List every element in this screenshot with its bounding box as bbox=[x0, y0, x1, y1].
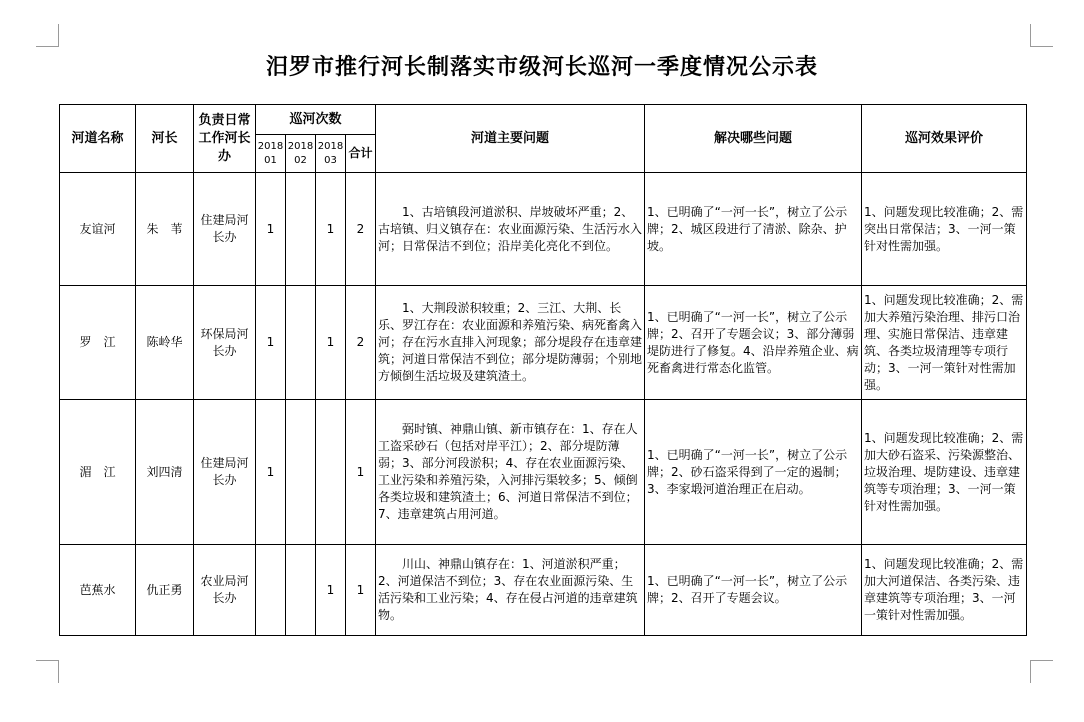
office-name: 住建局河长办 bbox=[194, 173, 256, 286]
table-row bbox=[60, 286, 1027, 400]
count-m3: 1 bbox=[316, 286, 346, 400]
header-problems: 河道主要问题 bbox=[376, 105, 645, 173]
crop-mark-top-right bbox=[1030, 24, 1053, 47]
header-office: 负责日常工作河长办 bbox=[194, 105, 256, 173]
problems-text: 川山、神鼎山镇存在：1、河道淤积严重；2、河道保洁不到位；3、存在农业面源污染、生活污染和工业污染；4、存在侵占河道的违章建筑物。 bbox=[376, 545, 645, 636]
chief-name: 刘四清 bbox=[136, 400, 194, 545]
page-title: 汨罗市推行河长制落实市级河长巡河一季度情况公示表 bbox=[265, 54, 818, 80]
header-month-03: 2018 03 bbox=[316, 135, 346, 173]
solved-text: 1、已明确了“一河一长”，树立了公示牌；2、召开了专题会议。 bbox=[645, 545, 862, 636]
evaluation-text: 1、问题发现比较准确；2、需加大养殖污染治理、排污口治理、实施日常保洁、违章建筑、各类垃圾清理等专项行动；3、一河一策针对性需加强。 bbox=[862, 286, 1027, 400]
count-m2 bbox=[286, 400, 316, 545]
problems-text: 1、大荆段淤积较重；2、三江、大荆、长乐、罗江存在：农业面源和养殖污染、病死畜禽入河；存在污水直排入河现象；部分堤段存在违章建筑；河道日常保洁不到位；部分堤防薄弱；个别地方倾倒生活垃圾及建筑渣土。 bbox=[376, 286, 645, 400]
count-m3 bbox=[316, 400, 346, 545]
count-total: 2 bbox=[346, 173, 376, 286]
count-m1: 1 bbox=[256, 286, 286, 400]
office-name: 环保局河长办 bbox=[194, 286, 256, 400]
table-row bbox=[60, 545, 1027, 636]
count-m3: 1 bbox=[316, 545, 346, 636]
count-total: 1 bbox=[346, 545, 376, 636]
header-month-01: 2018 01 bbox=[256, 135, 286, 173]
solved-text: 1、已明确了“一河一长”，树立了公示牌；2、召开了专题会议；3、部分薄弱堤防进行了修复。4、沿岸养殖企业、病死畜禽进行常态化监管。 bbox=[645, 286, 862, 400]
chief-name: 仇正勇 bbox=[136, 545, 194, 636]
header-river: 河道名称 bbox=[60, 105, 136, 173]
evaluation-text: 1、问题发现比较准确；2、需加大河道保洁、各类污染、违章建筑等专项治理；3、一河一策针对性需加强。 bbox=[862, 545, 1027, 636]
header-total: 合计 bbox=[346, 135, 376, 173]
river-name: 友谊河 bbox=[60, 173, 136, 286]
count-total: 2 bbox=[346, 286, 376, 400]
office-name: 农业局河长办 bbox=[194, 545, 256, 636]
count-m3: 1 bbox=[316, 173, 346, 286]
solved-text: 1、已明确了“一河一长”，树立了公示牌；2、砂石盗采得到了一定的遏制；3、李家塅河道治理正在启动。 bbox=[645, 400, 862, 545]
chief-name: 陈岭华 bbox=[136, 286, 194, 400]
header-chief: 河长 bbox=[136, 105, 194, 173]
patrol-table bbox=[59, 104, 1027, 636]
count-m2 bbox=[286, 545, 316, 636]
header-month-02: 2018 02 bbox=[286, 135, 316, 173]
header-evaluation: 巡河效果评价 bbox=[862, 105, 1027, 173]
problems-text: 弼时镇、神鼎山镇、新市镇存在：1、存在人工盗采砂石（包括对岸平江）；2、部分堤防薄弱；3、部分河段淤积；4、存在农业面源污染、工业污染和养殖污染，入河排污渠较多；5、倾倒各类垃圾和建筑渣土；6、河道日常保洁不到位；7、违章建筑占用河道。 bbox=[376, 400, 645, 545]
river-name: 湄 江 bbox=[60, 400, 136, 545]
river-name: 罗 江 bbox=[60, 286, 136, 400]
header-patrols: 巡河次数 bbox=[256, 105, 376, 135]
chief-name: 朱 苇 bbox=[136, 173, 194, 286]
count-m1 bbox=[256, 545, 286, 636]
solved-text: 1、已明确了“一河一长”，树立了公示牌；2、城区段进行了清淤、除杂、护坡。 bbox=[645, 173, 862, 286]
crop-mark-bottom-left bbox=[36, 660, 59, 683]
count-m1: 1 bbox=[256, 173, 286, 286]
table-row bbox=[60, 400, 1027, 545]
header-row bbox=[60, 105, 1027, 135]
count-m2 bbox=[286, 286, 316, 400]
header-solved: 解决哪些问题 bbox=[645, 105, 862, 173]
table-row bbox=[60, 173, 1027, 286]
evaluation-text: 1、问题发现比较准确；2、需加大砂石盗采、污染源整治、垃圾治理、堤防建设、违章建筑等专项治理；3、一河一策针对性需加强。 bbox=[862, 400, 1027, 545]
crop-mark-bottom-right bbox=[1030, 660, 1053, 683]
evaluation-text: 1、问题发现比较准确；2、需突出日常保洁；3、一河一策针对性需加强。 bbox=[862, 173, 1027, 286]
count-m2 bbox=[286, 173, 316, 286]
count-m1: 1 bbox=[256, 400, 286, 545]
problems-text: 1、古培镇段河道淤积、岸坡破坏严重；2、古培镇、归义镇存在：农业面源污染、生活污水入河；日常保洁不到位；沿岸美化亮化不到位。 bbox=[376, 173, 645, 286]
crop-mark-top-left bbox=[36, 24, 59, 47]
river-name: 芭蕉水 bbox=[60, 545, 136, 636]
office-name: 住建局河长办 bbox=[194, 400, 256, 545]
count-total: 1 bbox=[346, 400, 376, 545]
